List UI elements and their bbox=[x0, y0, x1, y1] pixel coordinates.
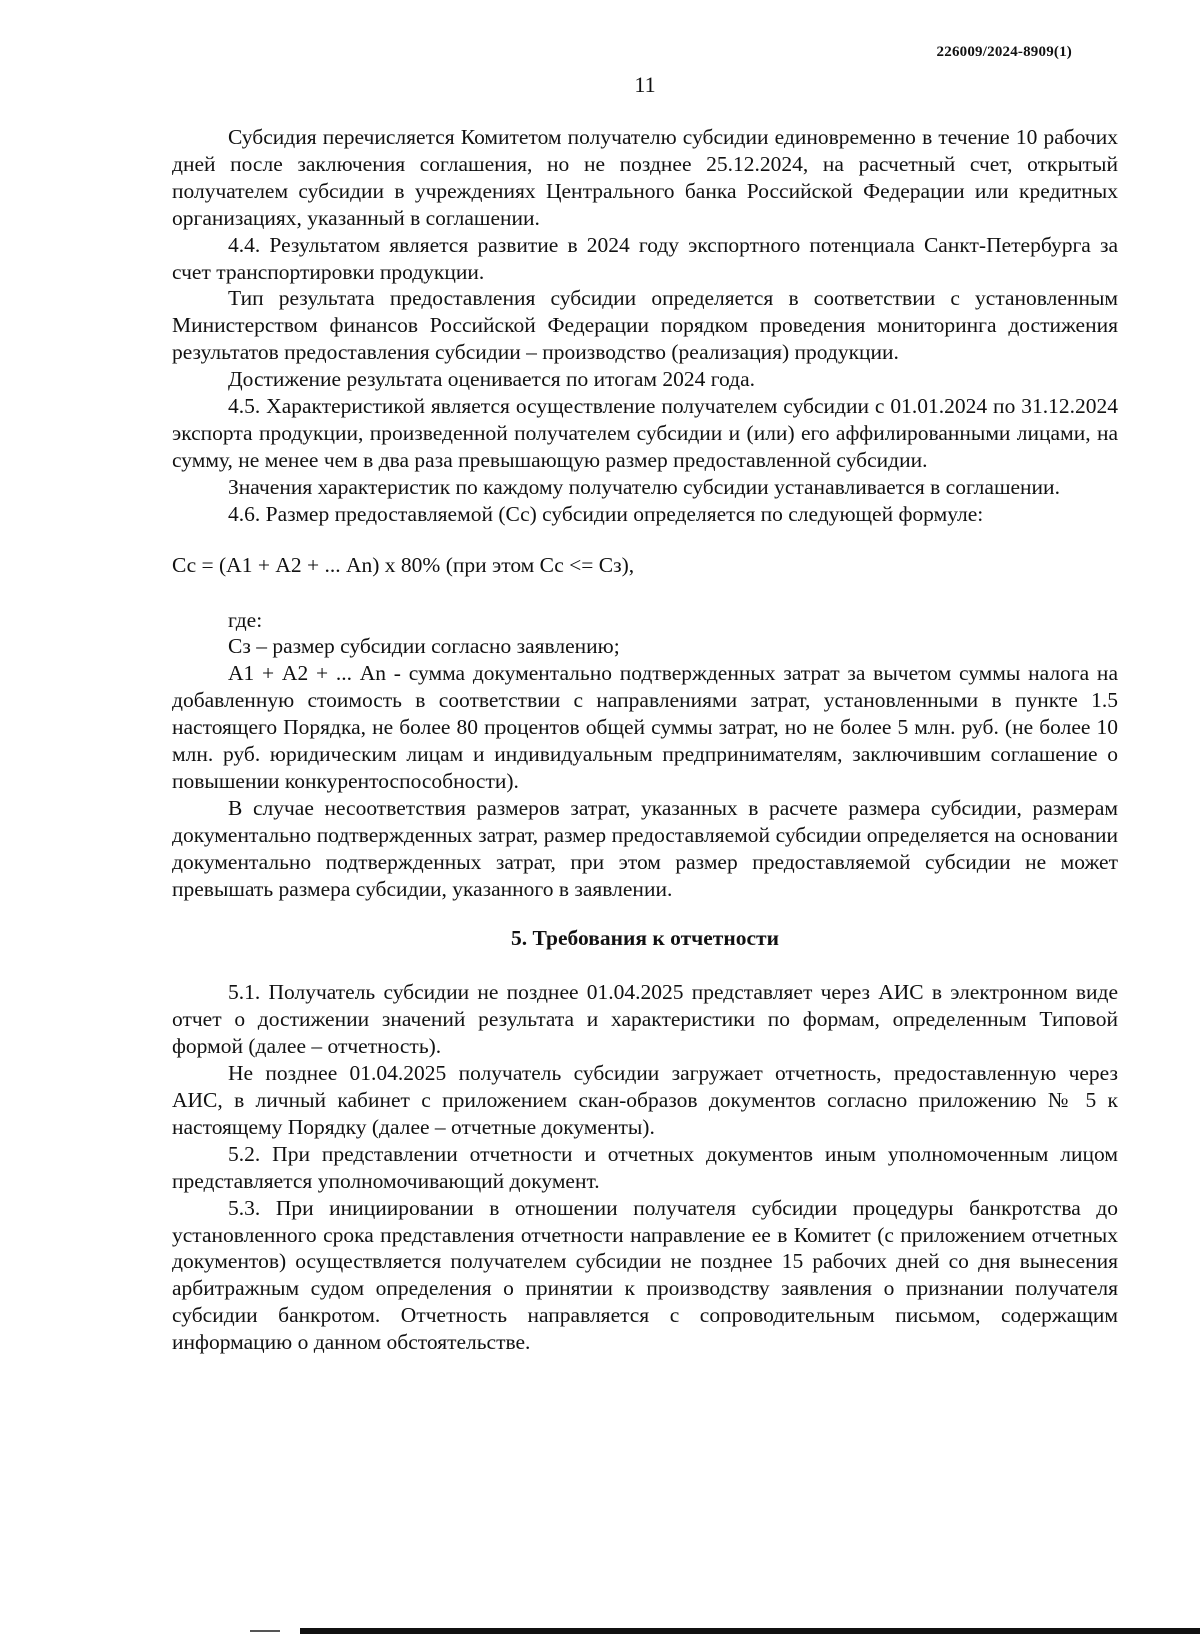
paragraph-4-4: 4.4. Результатом является развитие в 2024 году экспортного потенциала Санкт-Петербурга за счет транспортировки продукции. bbox=[172, 232, 1118, 284]
subsidy-formula: Сс = (А1 + А2 + ... Аn) х 80% (при этом Сс <= Сз), bbox=[172, 552, 635, 577]
document-body bbox=[172, 124, 1118, 1356]
paragraph-cost-mismatch: В случае несоответствия размеров затрат, указанных в расчете размера субсидии, размерам документально подтвержденных затрат, размер предоставляемой субсидии определяется на основании документально подтвержденных затрат, при этом размер предоставляемой субсидии не может превышать размера субсидии, указанного в заявлении. bbox=[172, 795, 1118, 901]
document-registration-number: 226009/2024-8909(1) bbox=[936, 44, 1072, 60]
paragraph-where: где: bbox=[228, 607, 263, 632]
paragraph-5-2: 5.2. При представлении отчетности и отчетных документов иным уполномоченным лицом представляется уполномочивающий документ. bbox=[172, 1141, 1118, 1193]
scan-edge-mark bbox=[250, 1630, 280, 1632]
paragraph-4-5: 4.5. Характеристикой является осуществление получателем субсидии с 01.01.2024 по 31.12.2024 экспорта продукции, произведенной получателем субсидии и (или) его аффилированными лицами, на сумму, не менее чем в два раза превышающую размер предоставленной субсидии. bbox=[172, 394, 1118, 472]
paragraph-5-1: 5.1. Получатель субсидии не позднее 01.04.2025 представляет через АИС в электронном виде отчет о достижении значений результата и характеристики по формам, определенным Типовой формой (далее – отчетность). bbox=[172, 980, 1118, 1059]
paragraph-result-type: Тип результата предоставления субсидии определяется в соответствии с установленным Министерством финансов Российской Федерации порядком проведения мониторинга достижения результатов предоставления субсидии – производство (реализация) продукции. bbox=[172, 286, 1118, 365]
paragraph-costs-definition: А1 + А2 + ... Аn - сумма документально подтвержденных затрат за вычетом суммы налога на добавленную стоимость в соответствии с направлениями затрат, установленными в пункте 1.5 настоящего Порядка, не более 80 процентов общей суммы затрат, но не более 5 млн. руб. (не более 10 млн. руб. юридическим лицам и индивидуальным предпринимателям, заключившим соглашение о повышении конкурентоспособности). bbox=[172, 661, 1118, 793]
paragraph-report-upload: Не позднее 01.04.2025 получатель субсидии загружает отчетность, предоставленную через АИС, в личный кабинет с приложением скан-образов документов согласно приложению № 5 к настоящему Порядку (далее – отчетные документы). bbox=[172, 1061, 1118, 1139]
section-title-reporting: 5. Требования к отчетности bbox=[511, 926, 779, 951]
paragraph-sz-definition: Сз – размер субсидии согласно заявлению; bbox=[228, 634, 620, 659]
paragraph-4-6: 4.6. Размер предоставляемой (Сс) субсидии определяется по следующей формуле: bbox=[228, 501, 984, 526]
paragraph-result-assessment: Достижение результата оценивается по итогам 2024 года. bbox=[228, 367, 755, 392]
scan-bottom-border bbox=[300, 1628, 1200, 1634]
paragraph-5-3: 5.3. При инициировании в отношении получателя субсидии процедуры банкротства до установленного срока представления отчетности направление ее в Комитет (с приложением отчетных документов) осуществляется получателем субсидии не позднее 15 рабочих дней со дня вынесения арбитражным судом определения о принятии к производству заявления о признании получателя субсидии банкротом. Отчетность направляется с сопроводительным письмом, содержащим информацию о данном обстоятельстве. bbox=[172, 1195, 1118, 1355]
paragraph-characteristic-values: Значения характеристик по каждому получателю субсидии устанавливается в соглашении. bbox=[228, 474, 1060, 499]
page-number: 11 bbox=[634, 72, 656, 97]
paragraph-subsidy-transfer: Субсидия перечисляется Комитетом получателю субсидии единовременно в течение 10 рабочих дней после заключения соглашения, но не позднее 25.12.2024, на расчетный счет, открытый получателем субсидии в учреждениях Центрального банка Российской Федерации или кредитных организациях, указанный в соглашении. bbox=[172, 125, 1118, 230]
